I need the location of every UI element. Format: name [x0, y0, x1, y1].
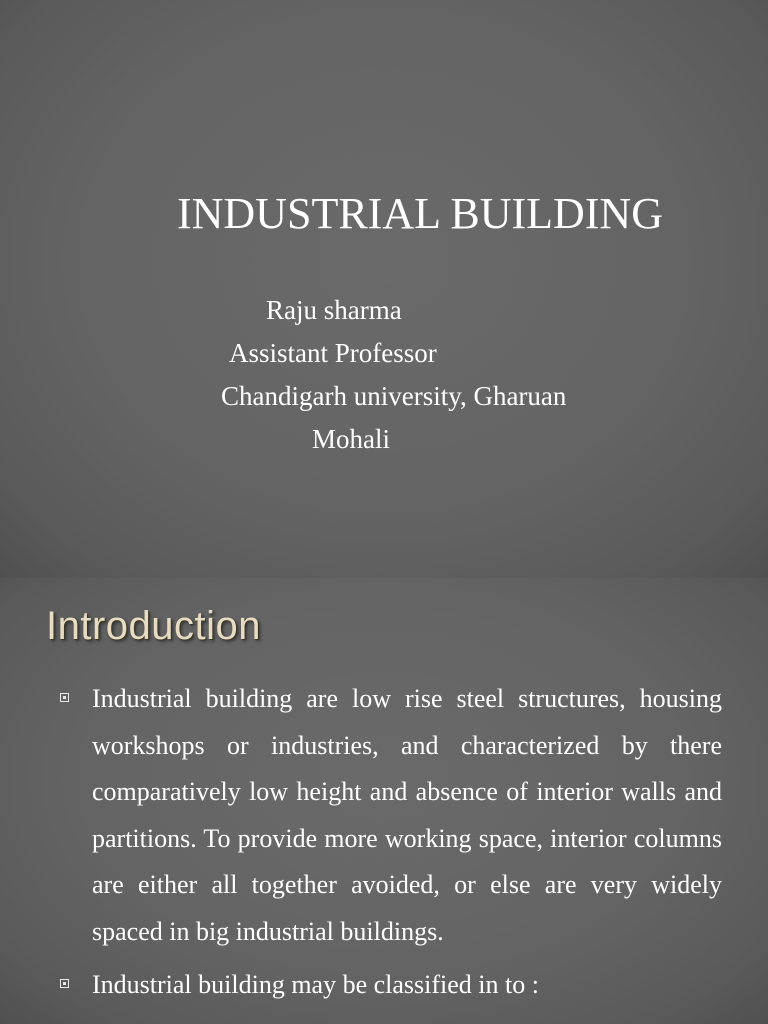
slide-title: INDUSTRIAL BUILDING [177, 189, 663, 238]
author-name: Raju sharma [266, 295, 402, 325]
section-heading: Introduction [46, 604, 262, 648]
square-bullet-icon [60, 979, 69, 988]
bullet-text: Industrial building are low rise steel structures, housing workshops or industries, and characterized by there comparatively low height and absence of interior walls and partitions. To provide more working space, interior columns are either all together avoided, or else are very widely spaced in big industrial buildings. [92, 684, 722, 946]
bullet-text: Industrial building may be classified in to : [92, 970, 539, 999]
bullet-item [0, 962, 768, 1009]
square-bullet-icon [60, 693, 69, 702]
author-location: Mohali [312, 424, 390, 454]
author-institution: Chandigarh university, Gharuan [221, 381, 567, 411]
author-role: Assistant Professor [229, 338, 437, 368]
bullet-item [0, 676, 768, 955]
introduction-slide [0, 578, 768, 1024]
bullet-list [0, 676, 768, 1016]
